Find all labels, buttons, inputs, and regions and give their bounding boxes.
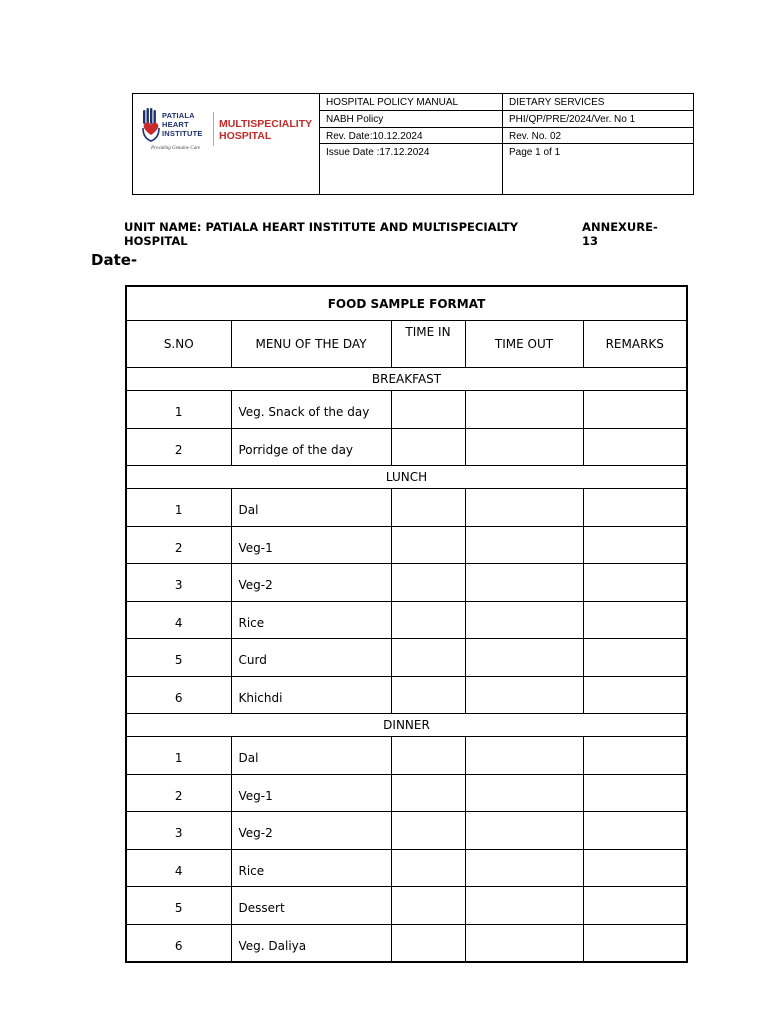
time-in-cell[interactable]: [391, 391, 465, 429]
time-in-cell[interactable]: [391, 428, 465, 466]
remarks-cell[interactable]: [583, 564, 687, 602]
policy-label: NABH Policy: [320, 110, 503, 127]
remarks-cell[interactable]: [583, 774, 687, 812]
time-in-cell[interactable]: [391, 849, 465, 887]
remarks-cell[interactable]: [583, 737, 687, 775]
serial-number-cell: 6: [126, 676, 231, 714]
time-out-cell[interactable]: [465, 676, 583, 714]
menu-item-cell: Veg-1: [231, 774, 391, 812]
time-in-cell[interactable]: [391, 887, 465, 925]
time-out-cell[interactable]: [465, 391, 583, 429]
time-in-cell[interactable]: [391, 564, 465, 602]
document-header: [132, 93, 694, 195]
logo-tagline: Providing Genuine Care: [151, 146, 201, 151]
time-in-cell[interactable]: [391, 676, 465, 714]
menu-item-cell: Porridge of the day: [231, 428, 391, 466]
serial-number-cell: 1: [126, 737, 231, 775]
logo-name-line1: PATIALA: [162, 111, 195, 120]
logo-name-line2: HEART: [162, 120, 189, 129]
logo-brand: [219, 118, 312, 142]
document-code: PHI/QP/PRE/2024/Ver. No 1: [503, 110, 694, 127]
remarks-cell[interactable]: [583, 601, 687, 639]
time-out-cell[interactable]: [465, 428, 583, 466]
menu-item-cell: Dessert: [231, 887, 391, 925]
menu-item-cell: Veg-1: [231, 526, 391, 564]
manual-title: HOSPITAL POLICY MANUAL: [320, 94, 503, 111]
logo-divider: [213, 112, 214, 146]
heart-hand-icon: [141, 108, 161, 142]
serial-number-cell: 4: [126, 601, 231, 639]
table-row: [126, 924, 687, 962]
remarks-cell[interactable]: [583, 887, 687, 925]
serial-number-cell: 1: [126, 391, 231, 429]
time-in-cell[interactable]: [391, 774, 465, 812]
menu-item-cell: Khichdi: [231, 676, 391, 714]
menu-item-cell: Rice: [231, 849, 391, 887]
annexure-label: ANNEXURE- 13: [582, 220, 658, 248]
table-row: [126, 601, 687, 639]
column-header-row: [126, 321, 687, 368]
serial-number-cell: 3: [126, 564, 231, 602]
serial-number-cell: 5: [126, 887, 231, 925]
time-in-cell[interactable]: [391, 812, 465, 850]
logo-brand-line1: MULTISPECIALITY: [219, 118, 313, 130]
section-heading: LUNCH: [126, 466, 687, 489]
time-in-cell[interactable]: [391, 737, 465, 775]
remarks-cell[interactable]: [583, 639, 687, 677]
section-row: [126, 714, 687, 737]
remarks-cell[interactable]: [583, 812, 687, 850]
table-row: [126, 676, 687, 714]
time-in-cell[interactable]: [391, 601, 465, 639]
logo-name: [162, 111, 203, 138]
remarks-cell[interactable]: [583, 924, 687, 962]
section-row: [126, 466, 687, 489]
time-out-cell[interactable]: [465, 849, 583, 887]
table-row: [126, 812, 687, 850]
issue-date: Issue Date :17.12.2024: [320, 144, 503, 195]
menu-item-cell: Veg. Snack of the day: [231, 391, 391, 429]
menu-item-cell: Curd: [231, 639, 391, 677]
unit-name: UNIT NAME: PATIALA HEART INSTITUTE AND MULTISPECIALTY HOSPITAL: [124, 220, 519, 248]
column-header-time-in: TIME IN: [391, 321, 465, 368]
column-header-sno: S.NO: [126, 321, 231, 368]
table-row: [126, 737, 687, 775]
table-row: [126, 849, 687, 887]
serial-number-cell: 6: [126, 924, 231, 962]
time-out-cell[interactable]: [465, 564, 583, 602]
section-heading: DINNER: [126, 714, 687, 737]
time-out-cell[interactable]: [465, 737, 583, 775]
remarks-cell[interactable]: [583, 428, 687, 466]
section-heading: BREAKFAST: [126, 368, 687, 391]
serial-number-cell: 2: [126, 428, 231, 466]
menu-item-cell: Veg-2: [231, 812, 391, 850]
food-sample-table: [125, 285, 688, 963]
time-out-cell[interactable]: [465, 489, 583, 527]
hospital-logo: [133, 94, 320, 194]
table-row: [126, 391, 687, 429]
menu-item-cell: Dal: [231, 489, 391, 527]
time-out-cell[interactable]: [465, 639, 583, 677]
table-row: [126, 887, 687, 925]
table-row: [126, 428, 687, 466]
serial-number-cell: 1: [126, 489, 231, 527]
serial-number-cell: 2: [126, 526, 231, 564]
section-row: [126, 368, 687, 391]
column-header-remarks: REMARKS: [583, 321, 687, 368]
table-row: [126, 526, 687, 564]
remarks-cell[interactable]: [583, 526, 687, 564]
menu-item-cell: Dal: [231, 737, 391, 775]
serial-number-cell: 3: [126, 812, 231, 850]
table-row: [126, 774, 687, 812]
unit-line: [124, 220, 677, 248]
serial-number-cell: 5: [126, 639, 231, 677]
column-header-menu: MENU OF THE DAY: [231, 321, 391, 368]
column-header-time-out: TIME OUT: [465, 321, 583, 368]
table-row: [126, 564, 687, 602]
remarks-cell[interactable]: [583, 489, 687, 527]
menu-item-cell: Veg-2: [231, 564, 391, 602]
time-out-cell[interactable]: [465, 924, 583, 962]
time-out-cell[interactable]: [465, 812, 583, 850]
time-out-cell[interactable]: [465, 601, 583, 639]
revision-date: Rev. Date:10.12.2024: [320, 127, 503, 144]
logo-cell: [133, 94, 320, 195]
time-in-cell[interactable]: [391, 526, 465, 564]
revision-number: Rev. No. 02: [503, 127, 694, 144]
serial-number-cell: 4: [126, 849, 231, 887]
menu-item-cell: Veg. Daliya: [231, 924, 391, 962]
table-row: [126, 489, 687, 527]
time-in-cell[interactable]: [391, 924, 465, 962]
time-out-cell[interactable]: [465, 887, 583, 925]
menu-item-cell: Rice: [231, 601, 391, 639]
logo-name-line3: INSTITUTE: [162, 129, 203, 138]
remarks-cell[interactable]: [583, 676, 687, 714]
serial-number-cell: 2: [126, 774, 231, 812]
table-row: [126, 639, 687, 677]
logo-brand-line2: HOSPITAL: [219, 130, 272, 142]
remarks-cell[interactable]: [583, 849, 687, 887]
page-number: Page 1 of 1: [503, 144, 694, 195]
date-label: Date-: [91, 251, 138, 269]
time-in-cell[interactable]: [391, 489, 465, 527]
time-in-cell[interactable]: [391, 639, 465, 677]
form-title: FOOD SAMPLE FORMAT: [126, 286, 687, 321]
time-out-cell[interactable]: [465, 526, 583, 564]
department-name: DIETARY SERVICES: [503, 94, 694, 111]
remarks-cell[interactable]: [583, 391, 687, 429]
time-out-cell[interactable]: [465, 774, 583, 812]
